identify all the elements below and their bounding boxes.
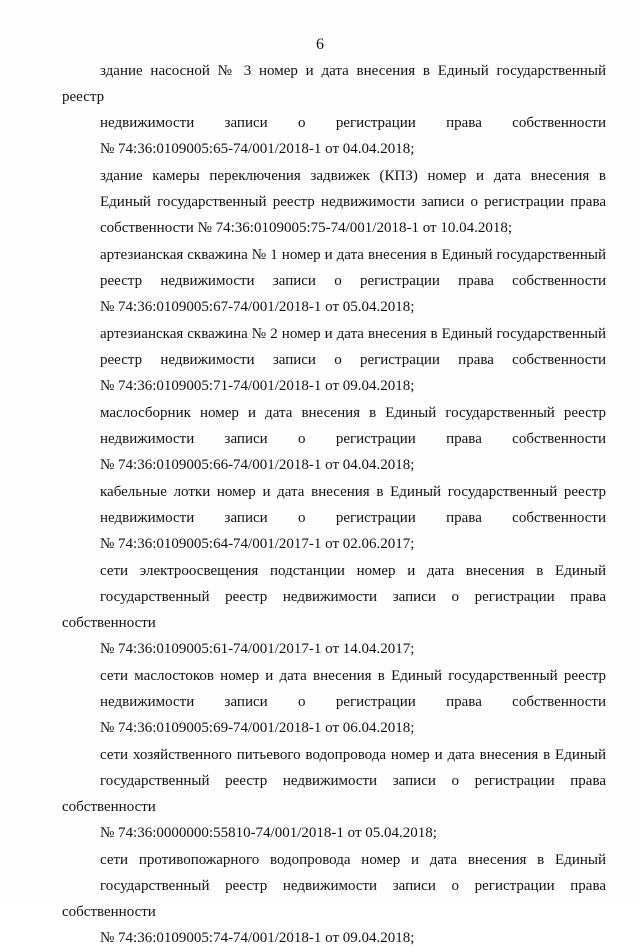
- entry-line: Единый государственный реестр недвижимости записи о регистрации права: [100, 194, 606, 210]
- entry-line: № 74:36:0109005:64-74/001/2017-1 от 02.06.2017;: [100, 536, 415, 552]
- registry-entry-valve-chamber: [62, 163, 606, 241]
- entry-line: реестр недвижимости записи о регистрации права собственности: [100, 273, 606, 289]
- entry-line: маслосборник номер и дата внесения в Единый государственный реестр: [100, 405, 606, 421]
- registry-entry-cable-trays: [62, 479, 606, 557]
- entry-line: № 74:36:0109005:66-74/001/2018-1 от 04.04.2018;: [100, 457, 415, 473]
- registry-entry-well-2: [62, 321, 606, 399]
- entry-line: государственный реестр недвижимости записи о регистрации права собственности: [62, 589, 606, 631]
- entry-line: артезианская скважина № 1 номер и дата внесения в Единый государственный: [100, 247, 606, 263]
- entry-line: недвижимости записи о регистрации права собственности: [100, 115, 606, 131]
- entry-line: № 74:36:0109005:74-74/001/2018-1 от 09.04.2018;: [100, 930, 415, 946]
- entry-line: сети хозяйственного питьевого водопровода номер и дата внесения в Единый: [100, 747, 606, 763]
- entry-line: недвижимости записи о регистрации права собственности: [100, 694, 606, 710]
- entry-line: № 74:36:0109005:69-74/001/2018-1 от 06.04.2018;: [100, 720, 415, 736]
- registry-entry-oil-drains: [62, 663, 606, 741]
- registry-entry-fire-water-network: [62, 847, 606, 951]
- registry-entry-oil-collector: [62, 400, 606, 478]
- document-body: [62, 58, 606, 952]
- registry-entry-well-1: [62, 242, 606, 320]
- entry-line: № 74:36:0109005:61-74/001/2017-1 от 14.04.2017;: [100, 641, 415, 657]
- entry-line: кабельные лотки номер и дата внесения в Единый государственный реестр: [100, 484, 606, 500]
- entry-line: здание насосной № 3 номер и дата внесения в Единый государственный реестр: [62, 63, 606, 105]
- entry-line: артезианская скважина № 2 номер и дата внесения в Единый государственный: [100, 326, 606, 342]
- entry-line: реестр недвижимости записи о регистрации права собственности: [100, 352, 606, 368]
- registry-entry-pump-station: [62, 58, 606, 162]
- entry-line: № 74:36:0109005:67-74/001/2018-1 от 05.04.2018;: [100, 299, 415, 315]
- entry-line: недвижимости записи о регистрации права собственности: [100, 510, 606, 526]
- registry-entry-lighting-network: [62, 558, 606, 662]
- entry-line: сети маслостоков номер и дата внесения в Единый государственный реестр: [100, 668, 606, 684]
- registry-entry-drinking-water-network: [62, 742, 606, 846]
- entry-line: недвижимости записи о регистрации права собственности: [100, 431, 606, 447]
- entry-line: здание камеры переключения задвижек (КПЗ) номер и дата внесения в: [100, 168, 606, 184]
- entry-line: сети электроосвещения подстанции номер и дата внесения в Единый: [100, 563, 606, 579]
- entry-line: собственности № 74:36:0109005:75-74/001/2018-1 от 10.04.2018;: [100, 220, 512, 236]
- entry-line: государственный реестр недвижимости записи о регистрации права собственности: [62, 773, 606, 815]
- entry-line: № 74:36:0000000:55810-74/001/2018-1 от 05.04.2018;: [100, 825, 437, 841]
- entry-line: государственный реестр недвижимости записи о регистрации права собственности: [62, 878, 606, 920]
- entry-line: № 74:36:0109005:65-74/001/2018-1 от 04.04.2018;: [100, 141, 415, 157]
- entry-line: № 74:36:0109005:71-74/001/2018-1 от 09.04.2018;: [100, 378, 415, 394]
- page-number: 6: [316, 36, 324, 53]
- entry-line: сети противопожарного водопровода номер и дата внесения в Единый: [100, 852, 606, 868]
